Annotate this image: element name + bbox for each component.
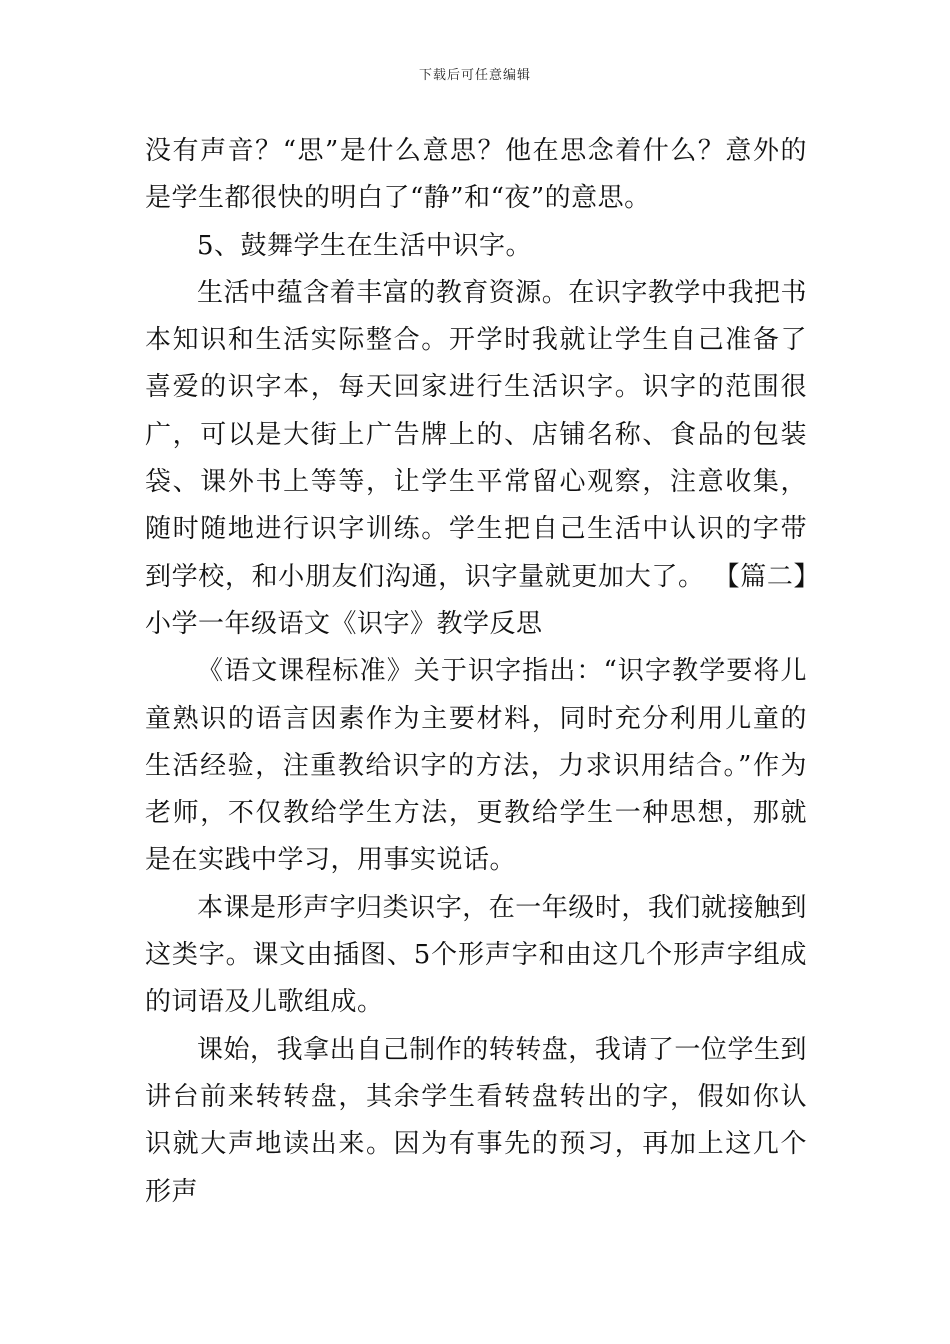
paragraph-5: 本课是形声字归类识字，在一年级时，我们就接触到这类字。课文由插图、5个形声字和由这几个形声字组成的词语及儿歌组成。 bbox=[145, 892, 807, 1018]
paragraph-6: 课始，我拿出自己制作的转转盘，我请了一位学生到讲台前来转转盘，其余学生看转盘转出的字，假如你认识就大声地读出来。因为有事先的预习，再加上这几个形声 bbox=[145, 1034, 807, 1207]
paragraph-2: 5、鼓舞学生在生活中识字。 bbox=[197, 230, 533, 261]
paragraph-4: 《语文课程标准》关于识字指出：“识字教学要将儿童熟识的语言因素作为主要材料，同时充分利用儿童的生活经验，注重教给识字的方法，力求识用结合。”作为老师，不仅教给学生方法，更教给学生一种思想，那就是在实践中学习，用事实说话。 bbox=[145, 656, 807, 876]
paragraph-3: 生活中蕴含着丰富的教育资源。在识字教学中我把书本知识和生活实际整合。开学时我就让学生自己准备了喜爱的识字本，每天回家进行生活识字。识字的范围很广，可以是大街上广告牌上的、店铺名称、食品的包装袋、课外书上等等，让学生平常留心观察，注意收集，随时随地进行识字训练。学生把自己生活中认识的字带到学校，和小朋友们沟通，识字量就更加大了。 【篇二】小学一年级语文《识字》教学反思 bbox=[145, 277, 807, 639]
document-body bbox=[145, 128, 807, 1216]
page-header: 下载后可任意编辑 bbox=[418, 68, 531, 83]
paragraph-1: 没有声音？“思”是什么意思？他在思念着什么？意外的是学生都很快的明白了“静”和“夜”的意思。 bbox=[145, 136, 807, 214]
